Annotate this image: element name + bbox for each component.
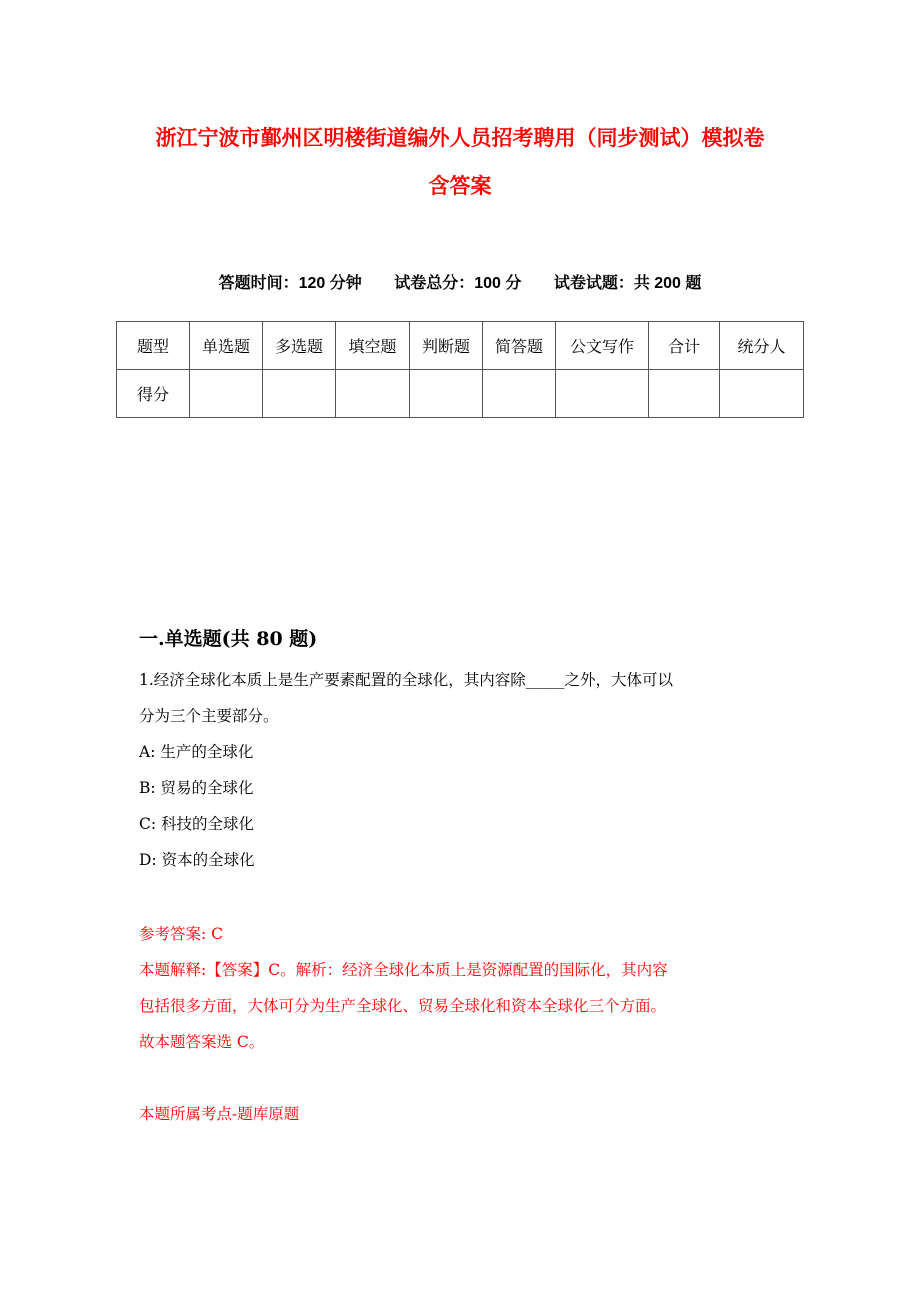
reference-answer: 参考答案: C [139, 925, 224, 943]
header-cell: 单选题 [190, 322, 263, 370]
document-title-line-2: 含答案 [428, 174, 492, 198]
explanation-line-3: 故本题答案选 C。 [139, 1033, 265, 1051]
score-cell [556, 370, 649, 418]
header-cell: 合计 [649, 322, 720, 370]
header-cell: 判断题 [410, 322, 483, 370]
score-table-header-row [117, 322, 804, 370]
score-cell [410, 370, 483, 418]
score-cell [263, 370, 336, 418]
question-stem-line-2: 分为三个主要部分。 [139, 707, 279, 725]
exam-meta [0, 270, 920, 293]
option-d: D: 资本的全球化 [139, 851, 255, 869]
explanation-line-1: 本题解释:【答案】C。解析：经济全球化本质上是资源配置的国际化，其内容 [139, 961, 668, 979]
header-cell: 公文写作 [556, 322, 649, 370]
header-cell: 简答题 [483, 322, 556, 370]
header-cell: 题型 [117, 322, 190, 370]
option-a: A: 生产的全球化 [139, 743, 254, 761]
section-heading: 一.单选题(共 80 题) [139, 628, 318, 650]
document-title-line-1: 浙江宁波市鄞州区明楼街道编外人员招考聘用（同步测试）模拟卷 [155, 126, 765, 150]
score-cell [336, 370, 410, 418]
score-table [116, 321, 804, 418]
header-cell: 多选题 [263, 322, 336, 370]
question-stem-line-1: 1.经济全球化本质上是生产要素配置的全球化，其内容除_____之外，大体可以 [139, 671, 674, 689]
score-cell [190, 370, 263, 418]
exam-total-score: 试卷总分：100 分 [394, 275, 522, 292]
exam-question-count: 试卷试题：共 200 题 [553, 275, 702, 292]
exam-time: 答题时间：120 分钟 [218, 275, 362, 292]
option-c: C: 科技的全球化 [139, 815, 255, 833]
score-cell [720, 370, 804, 418]
row-label-cell: 得分 [117, 370, 190, 418]
score-table-score-row [117, 370, 804, 418]
header-cell: 统分人 [720, 322, 804, 370]
header-cell: 填空题 [336, 322, 410, 370]
explanation-line-2: 包括很多方面，大体可分为生产全球化、贸易全球化和资本全球化三个方面。 [139, 997, 667, 1015]
option-b: B: 贸易的全球化 [139, 779, 254, 797]
score-cell [649, 370, 720, 418]
topic-note: 本题所属考点-题库原题 [139, 1105, 300, 1123]
score-cell [483, 370, 556, 418]
